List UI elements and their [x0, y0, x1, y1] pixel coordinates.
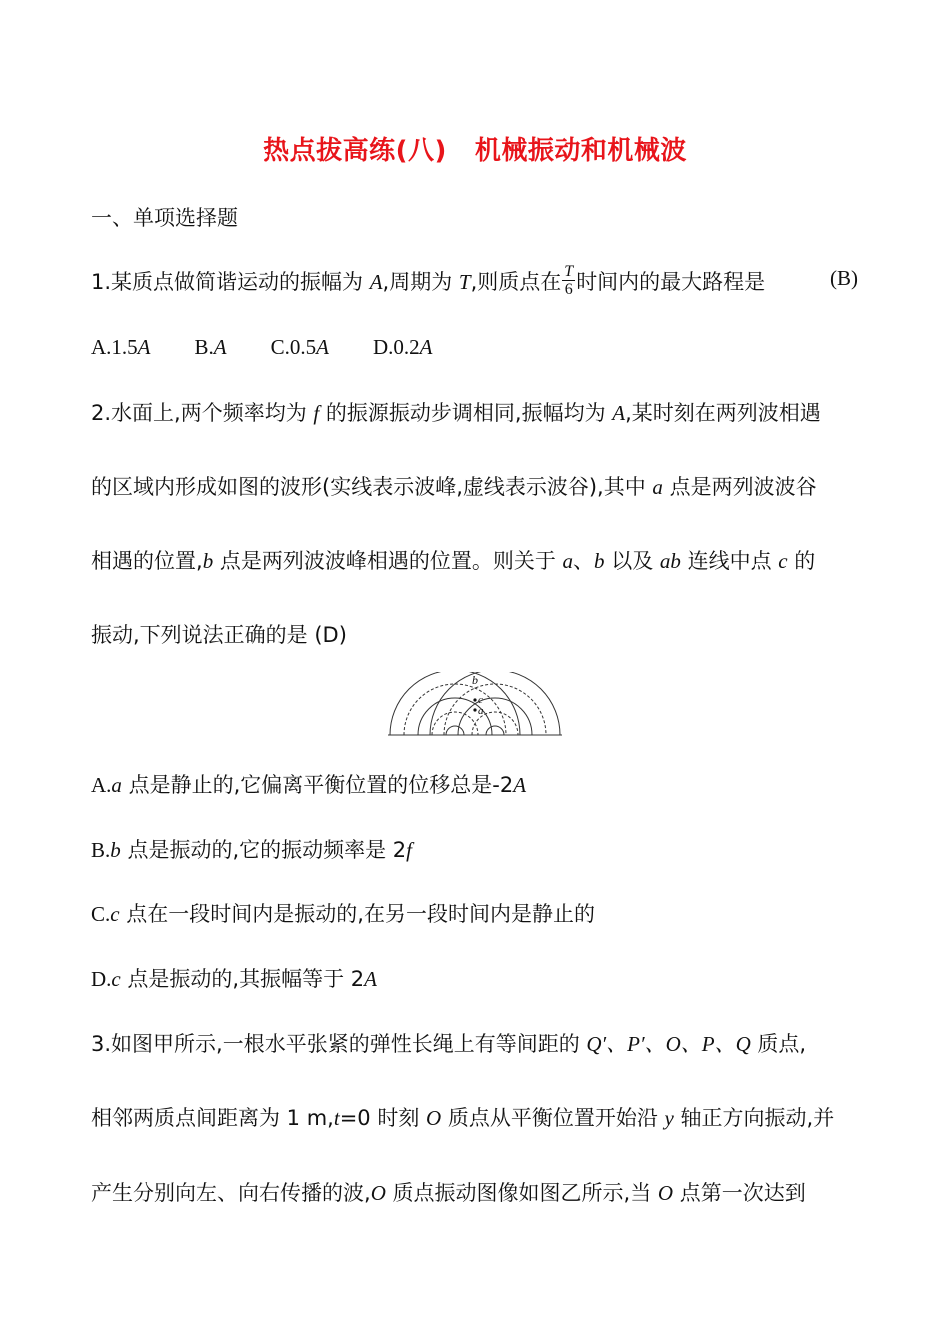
point-a: [473, 708, 476, 711]
q1-options: [91, 332, 476, 362]
q2-line-3: 相遇的位置,b 点是两列波波峰相遇的位置。则关于 a、b 以及 ab 连线中点 c 的: [91, 549, 816, 573]
q1-option-d: D.0.2A: [372, 335, 433, 359]
section-heading: 一、单项选择题: [91, 206, 238, 230]
q2-option-b: B.b 点是振动的,它的振动频率是 2f: [91, 838, 412, 862]
q2-option-c: C.c 点在一段时间内是振动的,在另一段时间内是静止的: [91, 902, 595, 926]
q2-option-a: A.a 点是静止的,它偏离平衡位置的位移总是-2A: [91, 773, 527, 797]
q1-option-a: A.1.5A: [91, 335, 151, 359]
q2-line-2: 的区域内形成如图的波形(实线表示波峰,虚线表示波谷),其中 a 点是两列波波谷: [91, 475, 817, 499]
q1-stem: 1.某质点做简谐运动的振幅为 A,周期为 T,则质点在 $\frac{T}{6}$ 时间内的最大路程是: [91, 263, 766, 298]
left-crest-inner: [446, 726, 464, 735]
q2-line-4: 振动,下列说法正确的是 (D): [91, 623, 347, 647]
q1-answer: (B): [830, 266, 858, 290]
q1-option-c: C.0.5A: [270, 335, 329, 359]
wave-interference-figure: [386, 672, 564, 738]
page-title: [0, 130, 950, 167]
q1-option-b: B.A: [194, 335, 227, 359]
q2-line-1: 2.水面上,两个频率均为 f 的振源振动步调相同,振幅均为 A,某时刻在两列波相遇: [91, 401, 821, 425]
point-c: [473, 698, 476, 701]
title-sub: 机械振动和机械波: [474, 136, 687, 166]
title-main: 热点拔高练(八): [263, 136, 447, 166]
q3-line-1: 3.如图甲所示,一根水平张紧的弹性长绳上有等间距的 Q′、P′、O、P、Q 质点,: [91, 1032, 807, 1056]
q3-line-2: 相邻两质点间距离为 1 m,t=0 时刻 O 质点从平衡位置开始沿 y 轴正方向振动,并: [91, 1106, 835, 1130]
label-c: c: [478, 694, 483, 706]
q3-line-3: 产生分别向左、向右传播的波,O 质点振动图像如图乙所示,当 O 点第一次达到: [91, 1181, 806, 1205]
q1-fraction: $\frac{T}{6}$: [564, 263, 574, 298]
right-crest-inner: [486, 726, 504, 735]
label-b: b: [472, 673, 478, 687]
q2-option-d: D.c 点是振动的,其振幅等于 2A: [91, 967, 377, 991]
label-a: a: [478, 705, 484, 717]
left-trough-inner: [432, 712, 478, 735]
